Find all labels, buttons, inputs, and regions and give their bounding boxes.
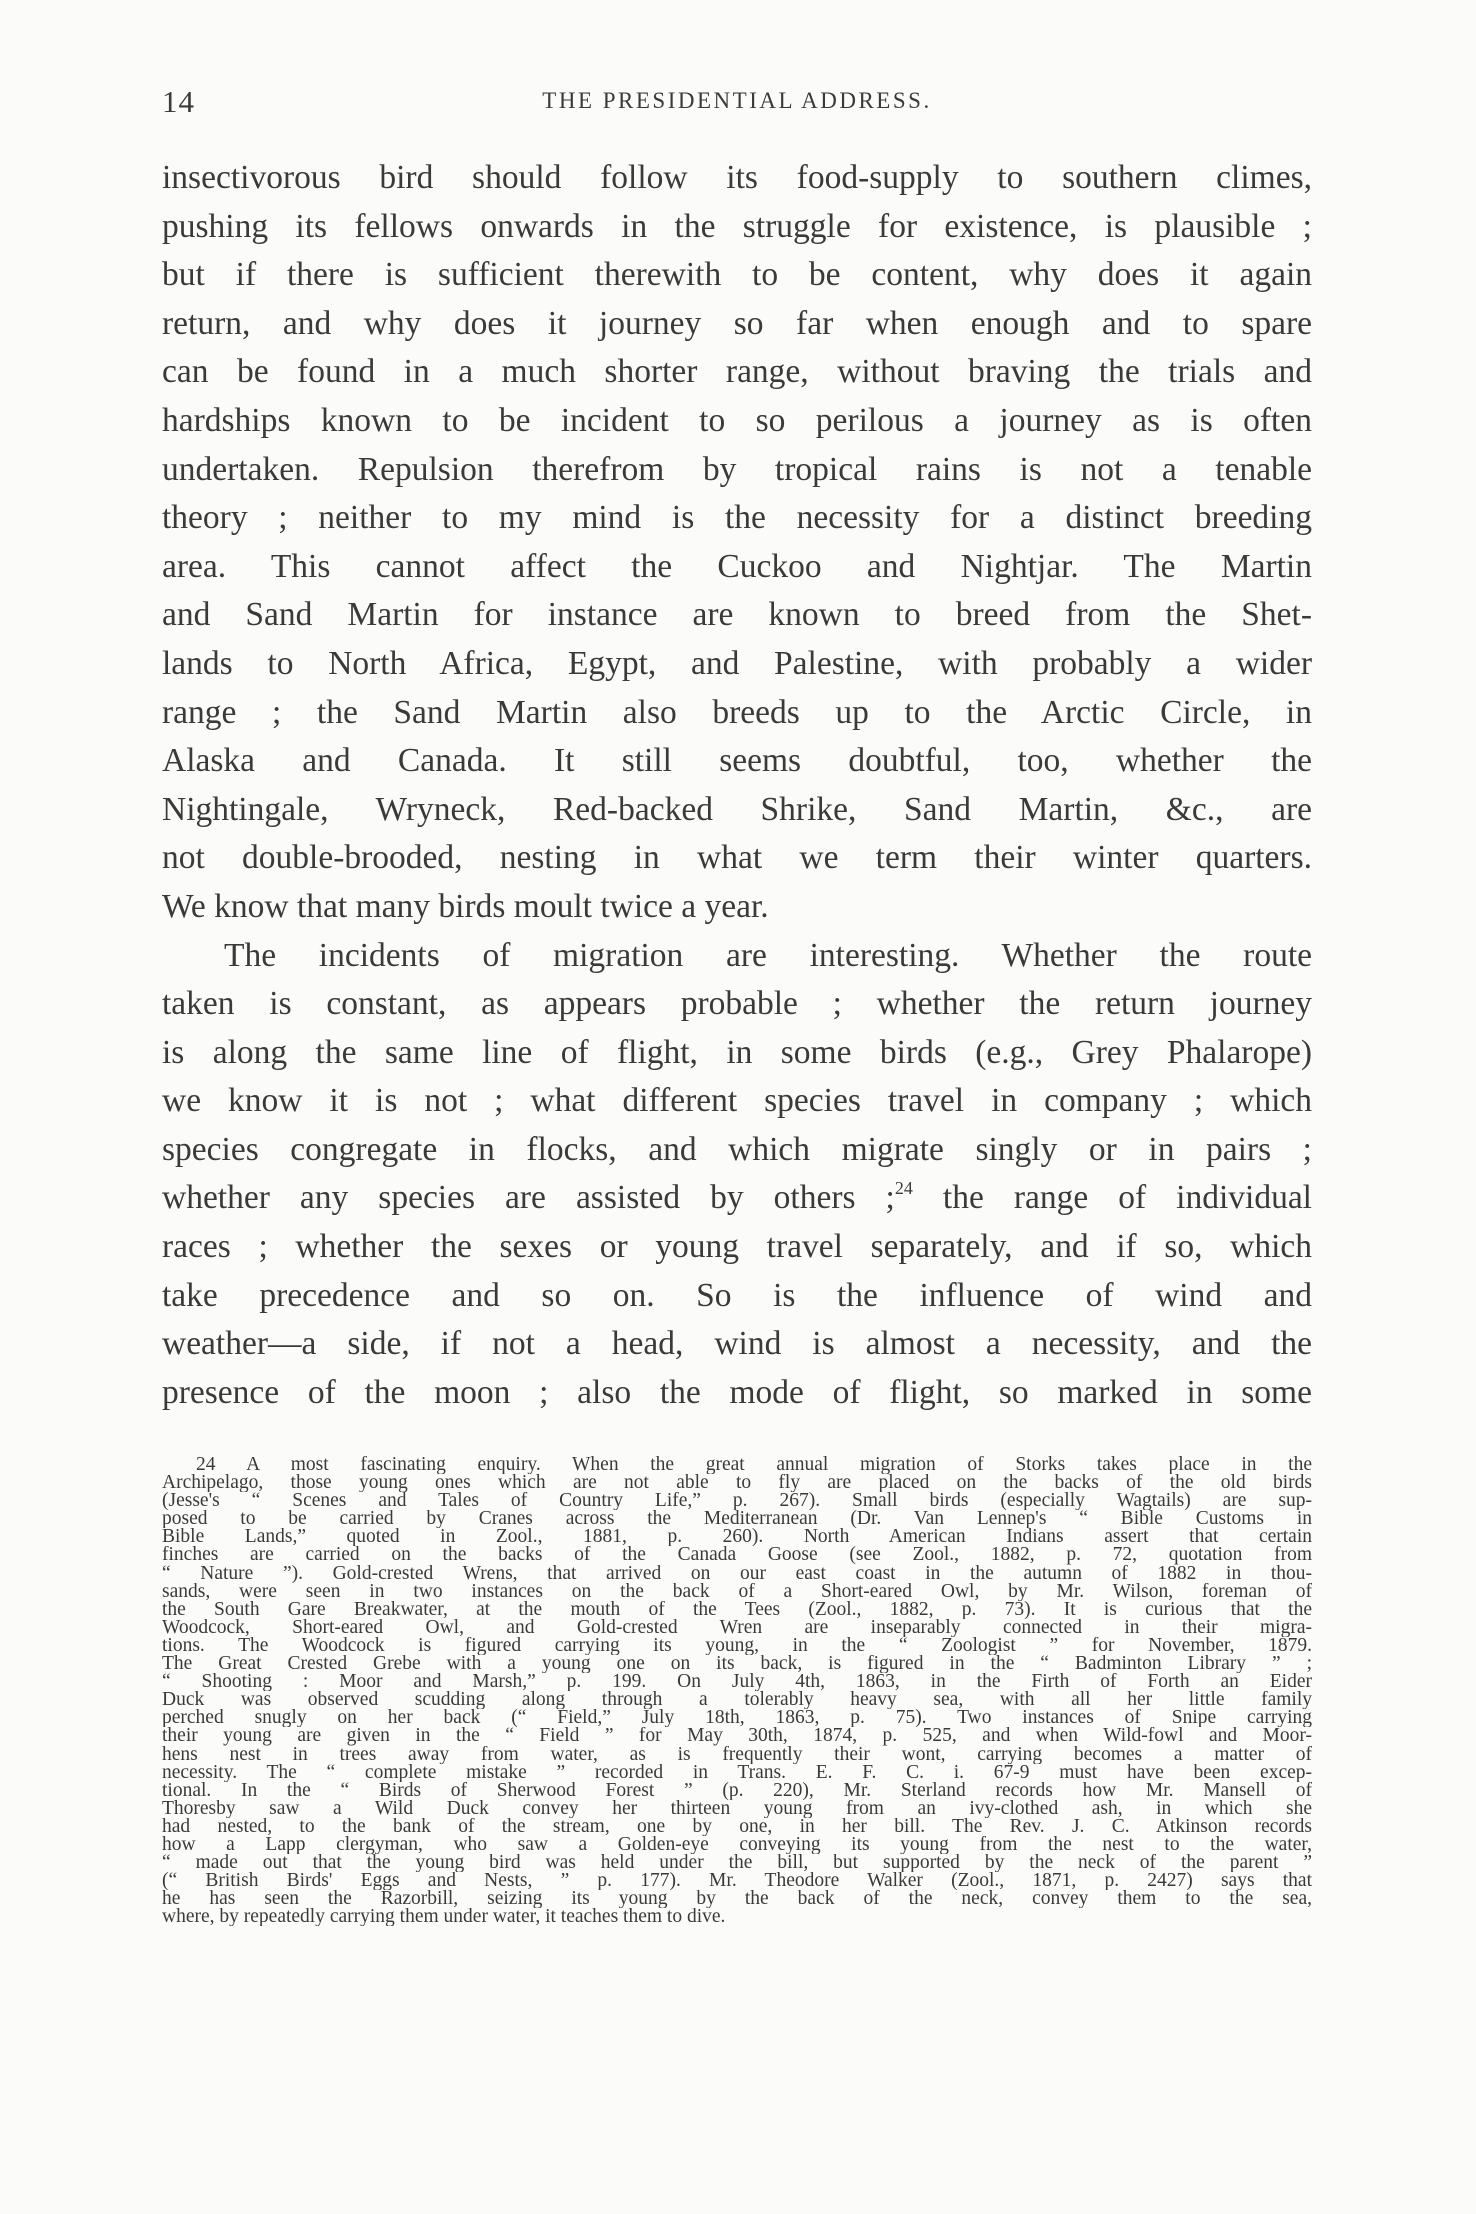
body-line: not double-brooded, nesting in what we term their winter quarters. — [162, 839, 1312, 877]
body-line: taken is constant, as appears probable ; whether the return journey — [162, 985, 1312, 1023]
footnote-line: tions. The Woodcock is figured carrying its young, in the “ Zoologist ” for November, 1879. — [162, 1636, 1312, 1656]
footnote-line: perched snugly on her back (“ Field,” July 18th, 1863, p. 75). Two instances of Snipe carrying — [162, 1709, 1312, 1728]
footnote-line: he has seen the Razorbill, seizing its young by the back of the neck, convey them to the sea, — [162, 1890, 1312, 1909]
body-line: We know that many birds moult twice a year. — [162, 887, 769, 925]
footnote-line: where, by repeatedly carrying them under water, it teaches them to dive. — [162, 1908, 726, 1927]
footnote-line: tional. In the “ Birds of Sherwood Forest ” (p. 220), Mr. Sterland records how Mr. Mansell of — [162, 1781, 1312, 1800]
body-line: lands to North Africa, Egypt, and Palestine, with probably a wider — [162, 644, 1312, 682]
footnote-line: (Jesse's “ Scenes and Tales of Country Life,” p. 267). Small birds (especially Wagtails) are sup- — [162, 1492, 1312, 1511]
footnote-line: necessity. The “ complete mistake ” recorded in Trans. E. F. C. i. 67-9 must have been excep- — [162, 1763, 1312, 1782]
body-line: hardships known to be incident to so perilous a journey as is often — [162, 401, 1312, 439]
footnote-24 — [162, 1456, 1312, 1926]
footnote-line: their young are given in the “ Field ” for May 30th, 1874, p. 525, and when Wild-fowl and Moor- — [162, 1727, 1312, 1746]
body-line: but if there is sufficient therewith to be content, why does it again — [162, 256, 1312, 294]
footnote-line: Woodcock, Short-eared Owl, and Gold-crested Wren are inseparably connected in their migra- — [162, 1618, 1312, 1637]
body-line-head: whether any species are assisted by others ; — [162, 1179, 895, 1217]
footnote-line: had nested, to the bank of the stream, one by one, in her bill. The Rev. J. C. Atkinson records — [162, 1817, 1312, 1836]
footnote-line: (“ British Birds' Eggs and Nests, ” p. 177). Mr. Theodore Walker (Zool., 1871, p. 2427) says that — [162, 1872, 1312, 1891]
body-line: weather—a side, if not a head, wind is almost a necessity, and the — [162, 1325, 1312, 1363]
body-line: theory ; neither to my mind is the necessity for a distinct breeding — [162, 499, 1312, 537]
body-line: Alaska and Canada. It still seems doubtful, too, whether the — [162, 742, 1312, 780]
body-line: and Sand Martin for instance are known to breed from the Shet- — [162, 596, 1312, 634]
footnote-line: Bible Lands,” quoted in Zool., 1881, p. 260). North American Indians assert that certain — [162, 1528, 1312, 1547]
body-line: presence of the moon ; also the mode of flight, so marked in some — [162, 1373, 1312, 1411]
body-line: races ; whether the sexes or young travel separately, and if so, which — [162, 1228, 1312, 1266]
footnote-line: how a Lapp clergyman, who saw a Golden-eye conveying its young from the nest to the water, — [162, 1835, 1312, 1855]
body-line: pushing its fellows onwards in the struggle for existence, is plausible ; — [162, 207, 1312, 245]
footnote-line: finches are carried on the backs of the Canada Goose (see Zool., 1882, p. 72, quotation from — [162, 1546, 1312, 1565]
footnote-line: The Great Crested Grebe with a young one on its back, is figured in the “ Badminton Library ” ; — [162, 1655, 1312, 1674]
footnote-line: 24 A most fascinating enquiry. When the great annual migration of Storks takes place in the — [196, 1456, 1312, 1475]
body-line: return, and why does it journey so far when enough and to spare — [162, 304, 1312, 342]
body-line: undertaken. Repulsion therefrom by tropical rains is not a tenable — [162, 450, 1312, 488]
body-line: is along the same line of flight, in some birds (e.g., Grey Phalarope) — [162, 1033, 1312, 1071]
body-line-with-footnote-ref — [162, 1174, 1312, 1223]
footnote-line: “ made out that the young bird was held under the bill, but supported by the neck of the parent ” — [162, 1854, 1312, 1873]
page-number: 14 — [162, 84, 195, 119]
body-line: species congregate in flocks, and which migrate singly or in pairs ; — [162, 1130, 1312, 1168]
body-line: can be found in a much shorter range, without braving the trials and — [162, 353, 1312, 391]
footnote-line: posed to be carried by Cranes across the Mediterranean (Dr. Van Lennep's “ Bible Customs in — [162, 1510, 1312, 1529]
body-line-tail: the range of individual — [912, 1179, 1312, 1217]
running-head — [162, 84, 1312, 124]
footnote-line: “ Shooting : Moor and Marsh,” p. 199. On July 4th, 1863, in the Firth of Forth an Eider — [162, 1673, 1312, 1692]
body-text — [162, 154, 1312, 1417]
footnote-line: Thoresby saw a Wild Duck convey her thirteen young from an ivy-clothed ash, in which she — [162, 1799, 1312, 1818]
footnote-line: the South Gare Breakwater, at the mouth of the Tees (Zool., 1882, p. 73). It is curious that the — [162, 1600, 1312, 1619]
footnote-line: sands, were seen in two instances on the back of a Short-eared Owl, by Mr. Wilson, foreman of — [162, 1582, 1312, 1601]
footnote-line: Duck was observed scudding along through a tolerably heavy sea, with all her little family — [162, 1691, 1312, 1710]
footnote-ref-24[interactable]: 24 — [894, 1178, 913, 1199]
body-line: area. This cannot affect the Cuckoo and Nightjar. The Martin — [162, 547, 1312, 585]
footnote-line: Archipelago, those young ones which are not able to fly are placed on the backs of the old birds — [162, 1474, 1312, 1493]
running-title: THE PRESIDENTIAL ADDRESS. — [542, 88, 932, 113]
body-line: we know it is not ; what different species travel in company ; which — [162, 1082, 1312, 1120]
body-line: insectivorous bird should follow its food-supply to southern climes, — [162, 159, 1312, 196]
body-line: range ; the Sand Martin also breeds up to the Arctic Circle, in — [162, 693, 1312, 731]
footnote-line: hens nest in trees away from water, as is frequently their wont, carrying becomes a matter of — [162, 1745, 1312, 1764]
body-line: The incidents of migration are interesting. Whether the route — [224, 936, 1312, 974]
body-line: take precedence and so on. So is the influence of wind and — [162, 1276, 1312, 1314]
footnote-line: “ Nature ”). Gold-crested Wrens, that arrived on our east coast in the autumn of 1882 in thou- — [162, 1564, 1312, 1583]
body-line: Nightingale, Wryneck, Red-backed Shrike, Sand Martin, &c., are — [162, 790, 1312, 828]
